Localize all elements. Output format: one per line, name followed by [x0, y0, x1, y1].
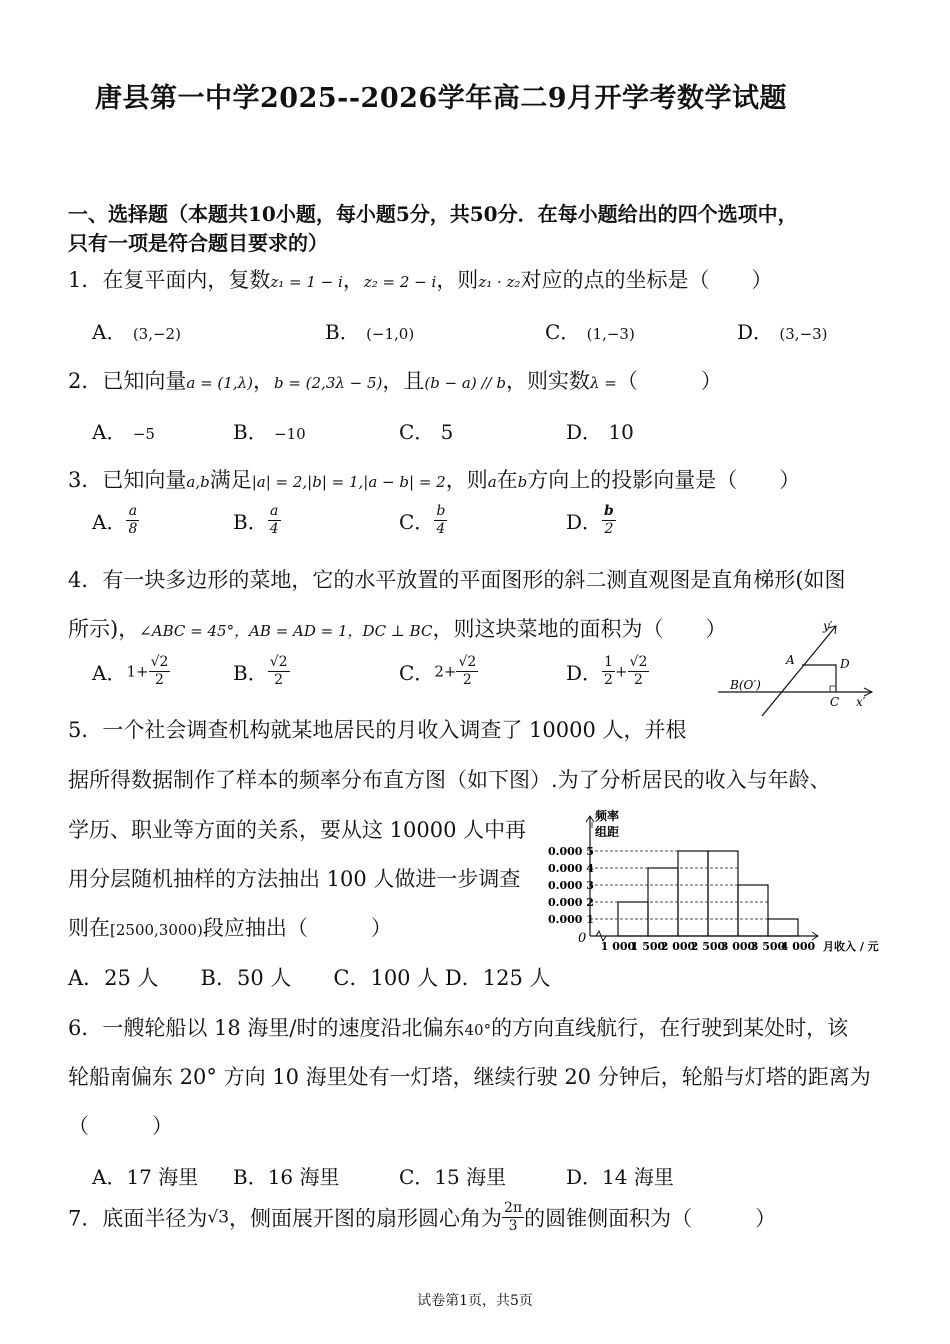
trapezoid-sides [802, 665, 836, 692]
x-tick-label-2: 1 500 [630, 940, 666, 953]
question-5-line-3: 学历、职业等方面的关系，要从这 10000 人中再 [68, 818, 527, 842]
q6-option-d[interactable]: D．14 海里 [566, 1165, 674, 1189]
q3-text-4: 在 [496, 468, 518, 492]
q2-option-a[interactable]: A． −5 [92, 420, 155, 444]
q1-product: z₁ · z₂ [478, 273, 521, 291]
question-3 [68, 464, 800, 494]
q3-a: a [487, 473, 497, 491]
y-axis-label: y′ [823, 619, 833, 633]
x-axis-label: 月收入 / 元 [823, 940, 879, 953]
y-axis [762, 626, 836, 716]
question-6-line-1: 6．一艘轮船以 18 海里/时的速度沿北偏东40°的方向直线航行，在行驶到某处时，该 [68, 1016, 849, 1040]
q6-angle: 40° [464, 1021, 492, 1039]
q2-condition: (b − a) // b [424, 374, 506, 392]
question-6-line-3: （ ） [68, 1114, 173, 1138]
y-tick-label-4: 0.000 4 [548, 862, 594, 875]
section-line-2: 只有一项是符合题目要求的） [68, 231, 328, 255]
q4-condition: ∠ABC = 45°，AB = AD = 1，DC ⊥ BC [139, 622, 433, 640]
histogram-bar-5 [738, 885, 768, 936]
q2-vector-a: a = (1,λ) [186, 374, 253, 392]
q5-interval: [2500,3000) [110, 921, 203, 939]
histogram-bar-3 [678, 851, 708, 936]
y-tick-label-5: 0.000 5 [548, 845, 594, 858]
q2-option-c[interactable]: C． 5 [399, 420, 454, 444]
x-tick-label-3: 2 000 [660, 940, 696, 953]
q3-text-3: ，则 [445, 468, 488, 492]
section-header [68, 200, 798, 258]
q1-text-2: ，则 [436, 268, 479, 292]
question-5-line-4: 用分层随机抽样的方法抽出 100 人做进一步调查 [68, 867, 521, 891]
question-5-line-1: 5．一个社会调查机构就某地居民的月收入调查了 10000 人，并根 [68, 718, 687, 742]
origin-label: 0 [578, 931, 587, 946]
q2-option-d[interactable]: D． 10 [566, 420, 634, 444]
point-a-label: A [786, 653, 795, 667]
question-5-line-5: 则在[2500,3000)段应抽出（ ） [68, 916, 392, 940]
q1-text-3: 对应的点的坐标是（ ） [520, 268, 773, 292]
question-6-line-2: 轮船南偏东 20° 方向 10 海里处有一灯塔，继续行驶 20 分钟后，轮船与灯塔的距离为 [68, 1065, 871, 1089]
histogram-bar-4 [708, 851, 738, 936]
q3-option-d[interactable]: D． $\frac{b}{2}$ [566, 503, 614, 537]
question-2 [68, 365, 722, 395]
point-d-label: D [840, 657, 850, 671]
y-tick-label-2: 0.000 2 [548, 896, 594, 909]
question-4-line-1: 4．有一块多边形的菜地，它的水平放置的平面图形的斜二测直观图是直角梯形(如图 [68, 568, 846, 592]
q3-option-a[interactable]: A． $\frac{a}{8}$ [92, 503, 138, 537]
q2-lambda: λ = [589, 374, 617, 392]
q6-option-b[interactable]: B．16 海里 [233, 1165, 340, 1189]
question-1 [68, 264, 772, 294]
q3-b: b [517, 473, 528, 491]
x-tick-label-7: 4 000 [780, 940, 816, 953]
q4-option-c[interactable]: C．2+ $\frac{√2}{2}$ [399, 654, 477, 688]
q4-option-a[interactable]: A．1+ $\frac{√2}{2}$ [92, 654, 169, 688]
q1-sep: ， [342, 268, 364, 292]
q2-text-2: ，且 [382, 369, 425, 393]
q3-text-2: 满足 [209, 468, 252, 492]
q2-vector-b: b = (2,3λ − 5) [273, 374, 383, 392]
question-5-line-2: 据所得数据制作了样本的频率分布直方图（如下图）.为了分析居民的收入与年龄、 [68, 768, 831, 792]
q6-option-c[interactable]: C．15 海里 [399, 1165, 507, 1189]
q1-option-c[interactable]: C． (1,−3) [545, 320, 635, 344]
q3-text-5: 方向上的投影向量是（ ） [527, 468, 801, 492]
y-label-top: 频率 [595, 809, 620, 823]
q1-option-d[interactable]: D． (3,−3) [737, 320, 828, 344]
q1-option-a[interactable]: A． (3,−2) [92, 320, 181, 344]
q7-angle-fraction: $\frac{2\pi}{3}$ [504, 1200, 523, 1234]
q1-z1: z₁ = 1 − i [270, 273, 343, 291]
question-7: 7．底面半径为√3，侧面展开图的扇形圆心角为 $\frac{2\pi}{3}$ 的圆锥侧面积为（ ） [68, 1200, 777, 1234]
q4-option-d[interactable]: D． $\frac{1}{2}$ + $\frac{√2}{2}$ [566, 654, 648, 688]
trapezoid-figure [712, 612, 882, 722]
point-b-label: B(O′) [730, 678, 761, 692]
histogram-bar-6 [768, 919, 798, 936]
x-axis-label: x′ [856, 695, 866, 709]
x-tick-label-4: 2 500 [690, 940, 726, 953]
section-line-1: 一、选择题（本题共10小题，每小题5分，共50分．在每小题给出的四个选项中， [68, 202, 798, 226]
q2-sep: ， [252, 369, 274, 393]
point-c-label: C [830, 695, 840, 709]
q3-text-1: 3．已知向量 [68, 468, 187, 492]
q1-text-1: 1．在复平面内，复数 [68, 268, 271, 292]
q4-option-b[interactable]: B． $\frac{√2}{2}$ [233, 654, 288, 688]
q6-option-a[interactable]: A．17 海里 [92, 1165, 199, 1189]
right-angle-mark [830, 686, 836, 692]
q1-z2: z₂ = 2 − i [363, 273, 437, 291]
q3-vectors: a,b [186, 473, 210, 491]
page-footer: 试卷第1页，共5页 [417, 1293, 533, 1309]
y-label-bottom: 组距 [595, 825, 620, 839]
x-tick-label-6: 3 500 [750, 940, 786, 953]
x-tick-label-1: 1 000 [600, 940, 636, 953]
q5-options[interactable]: A．25 人 B．50 人 C．100 人 D．125 人 [68, 966, 551, 990]
q3-option-b[interactable]: B． $\frac{a}{4}$ [233, 503, 279, 537]
q2-text-4: （ ） [616, 369, 722, 393]
q3-condition: |a| = 2,|b| = 1,|a − b| = 2 [251, 473, 446, 491]
y-tick-label-3: 0.000 3 [548, 879, 594, 892]
question-4-line-2: 所示)，∠ABC = 45°，AB = AD = 1，DC ⊥ BC，则这块菜地的面积为（ ） [68, 617, 727, 641]
y-tick-label-1: 0.000 1 [548, 913, 594, 926]
q7-radius: √3 [207, 1207, 230, 1228]
q1-option-b[interactable]: B． (−1,0) [325, 320, 415, 344]
q2-text-1: 2．已知向量 [68, 369, 187, 393]
q2-text-3: ，则实数 [505, 369, 590, 393]
q3-option-c[interactable]: C． $\frac{b}{4}$ [399, 503, 446, 537]
page-title: 唐县第一中学2025--2026学年高二9月开学考数学试题 [95, 83, 787, 114]
income-histogram [540, 806, 892, 958]
q2-option-b[interactable]: B． −10 [233, 420, 306, 444]
x-tick-label-5: 3 000 [720, 940, 756, 953]
